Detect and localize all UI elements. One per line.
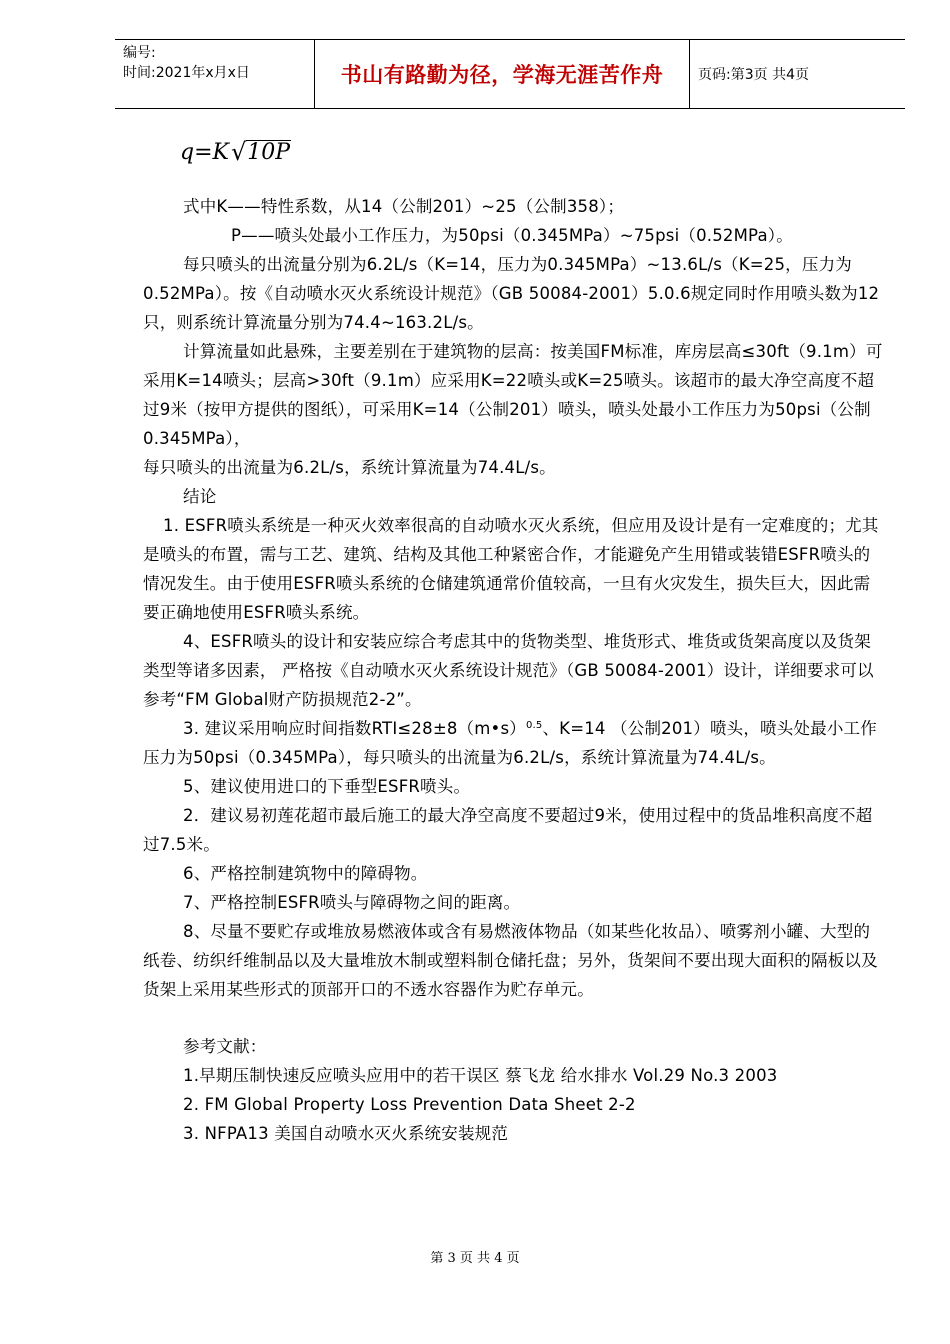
- section-heading: 结论: [183, 487, 217, 506]
- list-item: 4、ESFR喷头的设计和安装应综合考虑其中的货物类型、堆货形式、堆货或货架高度以及货架类型等诸多因素， 严格按《自动喷水灭火系统设计规范》（GB 50084-2001）设计，详细要求可以参考“FM Global财产防损规范2-2”。: [143, 632, 874, 709]
- paragraph: 计算流量如此悬殊，主要差别在于建筑物的层高：按美国FM标准，库房层高≤30ft（9.1m）可采用K=14喷头；层高>30ft（9.1m）应采用K=22喷头或K=25喷头。该超市的最大净空高度不超过9米（按甲方提供的图纸），可采用K=14（公制201）喷头，喷头处最小工作压力为50psi（公制0.345MPa），: [143, 342, 883, 448]
- sqrt-icon: √: [230, 138, 247, 166]
- reference-item: 3. NFPA13 美国自动喷水灭火系统安装规范: [183, 1124, 509, 1143]
- document-body: [143, 192, 883, 1148]
- header-motto: 书山有路勤为径，学海无涯苦作舟: [315, 40, 690, 108]
- reference-item: 1.早期压制快速反应喷头应用中的若干误区 蔡飞龙 给水排水 Vol.29 No.3 2003: [183, 1066, 778, 1085]
- paragraph: 式中K——特性系数，从14（公制201）~25（公制358）；: [183, 197, 625, 216]
- paragraph: P——喷头处最小工作压力，为50psi（0.345MPa）~75psi（0.52MPa）。: [231, 226, 793, 245]
- list-item: 8、尽量不要贮存或堆放易燃液体或含有易燃液体物品（如某些化妆品）、喷雾剂小罐、大型的纸卷、纺织纤维制品以及大量堆放木制或塑料制仓储托盘；另外，货架间不要出现大面积的隔板以及货架上采用某些形式的顶部开口的不透水容器作为贮存单元。: [143, 922, 878, 999]
- formula-lhs: q=K: [180, 139, 229, 165]
- list-item: 2．建议易初莲花超市最后施工的最大净空高度不要超过9米，使用过程中的货品堆积高度不超过7.5米。: [143, 806, 873, 854]
- list-item: 7、严格控制ESFR喷头与障碍物之间的距离。: [183, 893, 521, 912]
- reference-item: 2. FM Global Property Loss Prevention Data Sheet 2-2: [183, 1095, 636, 1114]
- list-item-text: 3. 建议采用响应时间指数RTI≤28±8（m•s）: [183, 719, 526, 738]
- spacer: [143, 1004, 883, 1032]
- list-item: [143, 714, 883, 772]
- time-label: 时间:2021年x月x日: [123, 65, 250, 81]
- list-item: 1. ESFR喷头系统是一种灭火效率很高的自动喷水灭火系统，但应用及设计是有一定难度的；尤其是喷头的布置，需与工艺、建筑、结构及其他工种紧密合作，才能避免产生用错或装错ESFR喷头的情况发生。由于使用ESFR喷头系统的仓储建筑通常价值较高，一旦有火灾发生，损失巨大，因此需要正确地使用ESFR喷头系统。: [143, 516, 879, 622]
- list-item: 6、严格控制建筑物中的障碍物。: [183, 864, 428, 883]
- page-header: [115, 39, 905, 109]
- paragraph: 每只喷头的出流量为6.2L/s，系统计算流量为74.4L/s。: [143, 458, 556, 477]
- references-title: 参考文献：: [183, 1037, 267, 1056]
- header-page-label: 页码:第3页 共4页: [698, 67, 809, 83]
- list-item: 5、建议使用进口的下垂型ESFR喷头。: [183, 777, 471, 796]
- flow-formula: [180, 135, 291, 169]
- exponent: 0.5: [525, 720, 543, 731]
- formula-radicand: 10P: [247, 139, 291, 165]
- header-meta: [115, 40, 315, 108]
- page-footer: 第 3 页 共 4 页: [430, 1251, 520, 1266]
- number-label: 编号:: [123, 45, 156, 61]
- paragraph: 每只喷头的出流量分别为6.2L/s（K=14，压力为0.345MPa）~13.6L/s（K=25，压力为0.52MPa）。按《自动喷水灭火系统设计规范》（GB 50084-2001）5.0.6规定同时作用喷头数为12只，则系统计算流量分别为74.4~163.2L/s。: [143, 255, 880, 332]
- list-item-text: 、K=14 （公制201）喷头，喷头处最小工作压力为50psi（0.345MPa），每只喷头的出流量为6.2L/s，系统计算流量为74.4L/s。: [143, 719, 877, 767]
